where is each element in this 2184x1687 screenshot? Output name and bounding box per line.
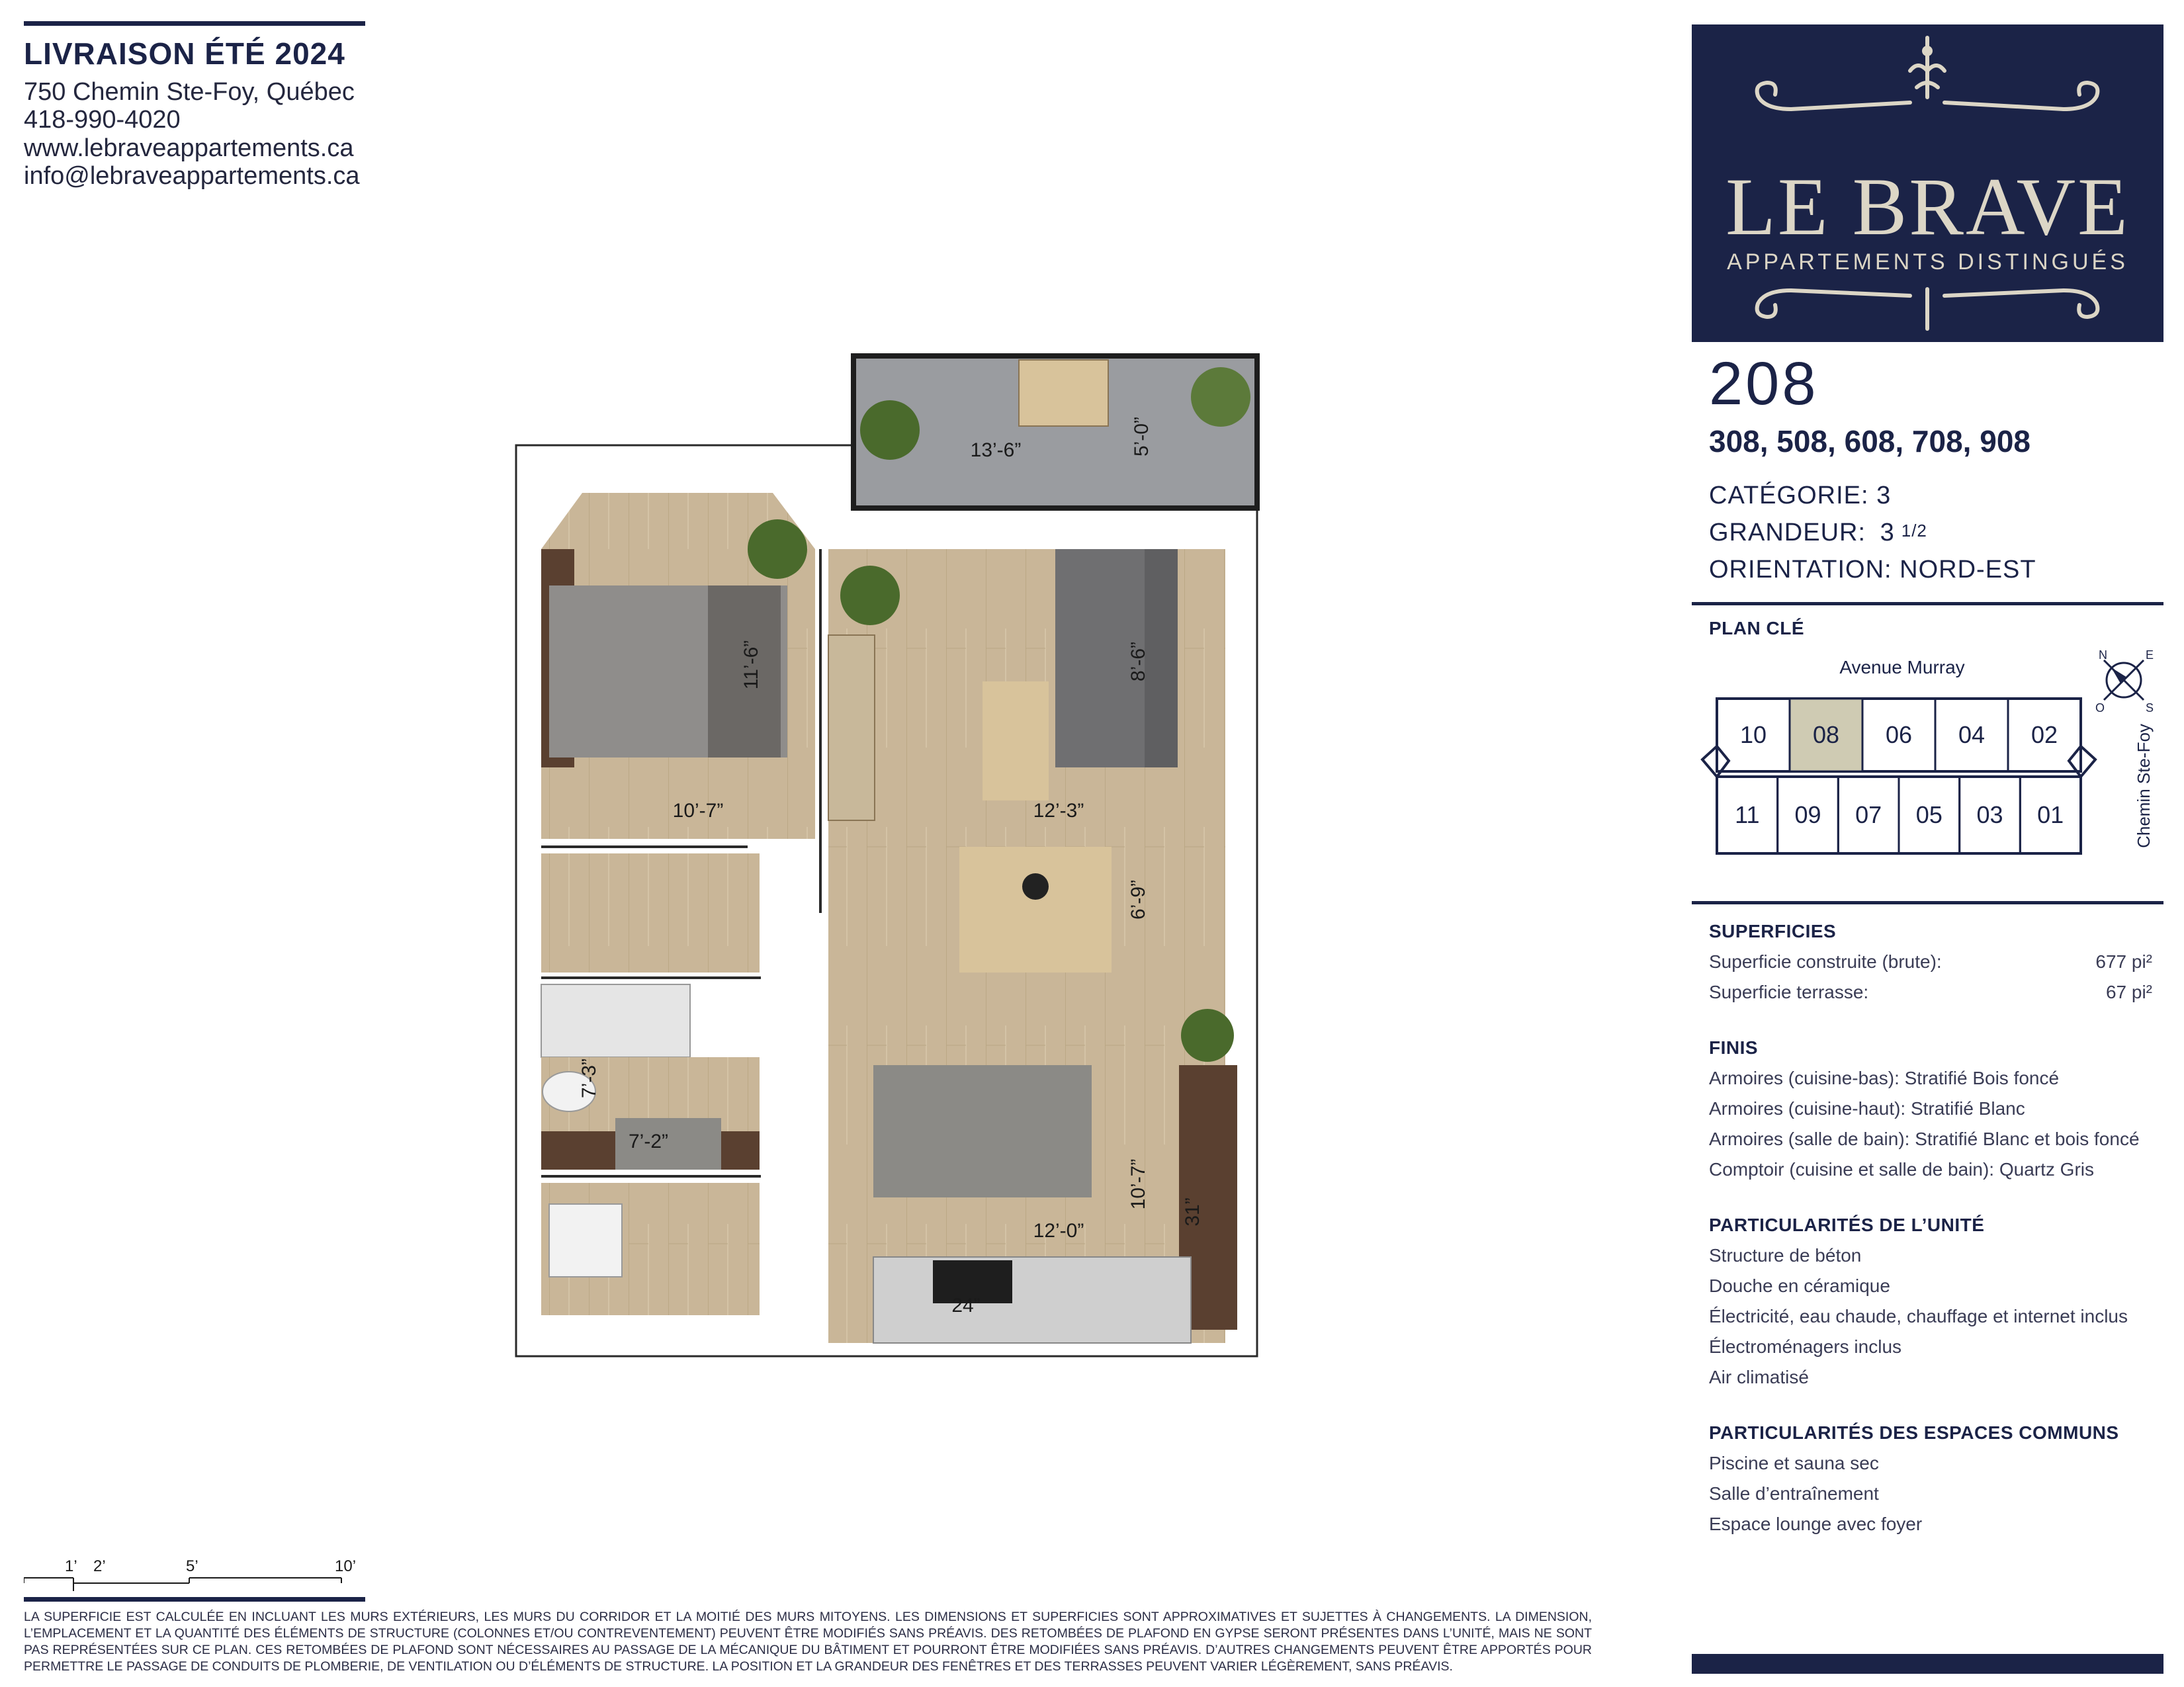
orientation-line	[1709, 556, 2036, 584]
brand-tagline: APPARTEMENTS DISTINGUÉS	[1727, 249, 2128, 275]
kp-street-side: Chemin Ste-Foy	[2134, 724, 2154, 848]
kp-street-top: Avenue Murray	[1839, 657, 1965, 677]
compass-icon	[2095, 648, 2154, 714]
floor-plan	[509, 351, 1270, 1363]
scale-bar	[24, 1551, 368, 1591]
key-plan-unit-label: 08	[1812, 721, 1840, 748]
key-plan-unit-label: 09	[1794, 801, 1821, 828]
key-plan-unit-label: 07	[1855, 801, 1882, 828]
surfaces-title: SUPERFICIES	[1709, 921, 1837, 941]
surface-terrace-value: 67 pi²	[2105, 982, 2152, 1002]
unit-feature-item: Structure de béton	[1709, 1245, 1862, 1266]
phone[interactable]: 418-990-4020	[24, 106, 181, 134]
finish-item: Armoires (salle de bain): Stratifié Blanc et bois foncé	[1709, 1129, 2140, 1149]
size-line	[1709, 519, 1927, 547]
unit-feature-item: Électroménagers inclus	[1709, 1336, 1902, 1357]
scale-label: 1’	[65, 1557, 77, 1575]
dimension-label: 24”	[951, 1295, 981, 1317]
common-features-title: PARTICULARITÉS DES ESPACES COMMUNS	[1709, 1422, 2119, 1443]
disclaimer: LA SUPERFICIE EST CALCULÉE EN INCLUANT LES MURS EXTÉRIEURS, LES MURS DU CORRIDOR ET LA MOITIÉ DES MURS MITOYENS. LES DIMENSIONS ET SUPERFICIES SONT APPROXIMATIVES ET SUJETTES À CHANGEMENTS. LA DIMENSION, L’EMPLACEMENT ET LA QUANTITÉ DES ÉLÉMENTS DE STRUCTURE (COLONNES ET/OU CONTREVENTEMENT) PEUVENT ÊTRE MODIFIÉS SANS PRÉAVIS. DES RETOMBÉES DE PLAFOND EN GYPSE SERONT PRÉSENTES DANS L’UNITÉ, MAIS NE SONT PAS REPRÉSENTÉES SUR CE PLAN. CES RETOMBÉES DE PLAFOND SONT NÉCESSAIRES AU PASSAGE DE LA MÉCANIQUE DU BÂTIMENT ET POURRONT ÊTRE MODIFIÉES SANS PRÉAVIS. D’AUTRES CHANGEMENTS PEUVENT ÊTRE APPORTÉS POUR PERMETTRE LE PASSAGE DE CONDUITS DE PLOMBERIE, DE VENTILATION OU D’ÉLÉMENTS DE STRUCTURE. LA POSITION ET LA GRANDEUR DES FENÊTRES ET DES TERRASSES PEUVENT VARIER LÉGÈREMENT, SANS PRÉAVIS.	[24, 1610, 1592, 1674]
category-value: 3	[1876, 482, 1892, 509]
kp-n: N	[2099, 648, 2107, 662]
header-rule	[24, 21, 365, 26]
dimension-label: 7’-2”	[628, 1131, 669, 1152]
dimension-label: 5’-0”	[1131, 416, 1153, 457]
dimension-label: 6’-9”	[1127, 879, 1149, 920]
key-plan-unit-label: 06	[1885, 721, 1913, 748]
key-plan-unit-label: 01	[2037, 801, 2064, 828]
divider	[1692, 901, 2163, 904]
finish-item: Armoires (cuisine-bas): Stratifié Bois foncé	[1709, 1068, 2060, 1088]
finish-item: Comptoir (cuisine et salle de bain): Quartz Gris	[1709, 1159, 2094, 1180]
dimension-label: 8’-6”	[1127, 641, 1149, 682]
key-plan-unit-label: 11	[1735, 801, 1760, 828]
kp-o: O	[2095, 701, 2105, 714]
dimension-label: 10’-7”	[672, 800, 724, 822]
key-plan-title: PLAN CLÉ	[1709, 618, 1804, 638]
kp-s: S	[2146, 701, 2154, 714]
surface-built-value: 677 pi²	[2095, 951, 2152, 972]
footer-rule	[24, 1597, 365, 1602]
common-feature-item: Salle d’entraînement	[1709, 1483, 1879, 1504]
scale-label: 5’	[186, 1557, 198, 1575]
unit-feature-item: Air climatisé	[1709, 1367, 1809, 1387]
dimension-label: 11’-6”	[740, 640, 762, 690]
dimension-label: 31”	[1182, 1197, 1203, 1227]
category-label: CATÉGORIE:	[1709, 482, 1869, 509]
unit-feature-item: Douche en céramique	[1709, 1276, 1890, 1296]
kp-e: E	[2146, 648, 2154, 662]
brand-name: LE BRAVE	[1725, 161, 2130, 252]
address: 750 Chemin Ste-Foy, Québec	[24, 78, 355, 106]
floor-plan-drawing	[509, 351, 1270, 1363]
email-link[interactable]: info@lebraveappartements.ca	[24, 162, 360, 190]
size-value: 3	[1880, 519, 1895, 546]
key-plan-drawing	[1690, 647, 2164, 885]
dimension-label: 13’-6”	[970, 439, 1022, 461]
dimension-label: 7’-3”	[578, 1058, 600, 1099]
key-plan-unit-label: 10	[1739, 721, 1767, 748]
divider	[1692, 602, 2163, 605]
unit-features-title: PARTICULARITÉS DE L’UNITÉ	[1709, 1215, 1985, 1235]
key-plan-unit-label: 05	[1915, 801, 1943, 828]
key-plan-units	[1717, 699, 2081, 853]
dimension-label: 12’-0”	[1033, 1220, 1084, 1242]
common-feature-item: Espace lounge avec foyer	[1709, 1514, 1923, 1534]
finish-item: Armoires (cuisine-haut): Stratifié Blanc	[1709, 1098, 2025, 1119]
common-feature-item: Piscine et sauna sec	[1709, 1453, 1879, 1473]
dimension-label: 10’-7”	[1127, 1158, 1149, 1210]
footer-bar	[1692, 1654, 2163, 1674]
scale-label: 10’	[335, 1557, 357, 1575]
key-plan-unit-label: 02	[2031, 721, 2058, 748]
delivery-title: LIVRAISON ÉTÉ 2024	[24, 36, 345, 71]
key-plan	[1690, 647, 2164, 885]
size-label: GRANDEUR:	[1709, 519, 1866, 546]
category-line	[1709, 482, 1891, 510]
dimension-label: 12’-3”	[1033, 800, 1084, 822]
size-fraction: 1/2	[1901, 521, 1927, 541]
surface-terrace-label: Superficie terrasse:	[1709, 982, 1869, 1002]
orientation-label: ORIENTATION:	[1709, 556, 1892, 584]
similar-units: 308, 508, 608, 708, 908	[1709, 424, 2031, 458]
unit-number: 208	[1709, 350, 1819, 417]
key-plan-unit-label: 04	[1958, 721, 1986, 748]
brand-logo	[1692, 24, 2163, 342]
unit-feature-item: Électricité, eau chaude, chauffage et internet inclus	[1709, 1306, 2128, 1326]
scale-label: 2’	[93, 1557, 106, 1575]
website-link[interactable]: www.lebraveappartements.ca	[24, 134, 354, 162]
surface-built-label: Superficie construite (brute):	[1709, 951, 1942, 972]
finishes-title: FINIS	[1709, 1037, 1759, 1058]
key-plan-unit-label: 03	[1976, 801, 2003, 828]
orientation-value: NORD-EST	[1900, 556, 2036, 584]
